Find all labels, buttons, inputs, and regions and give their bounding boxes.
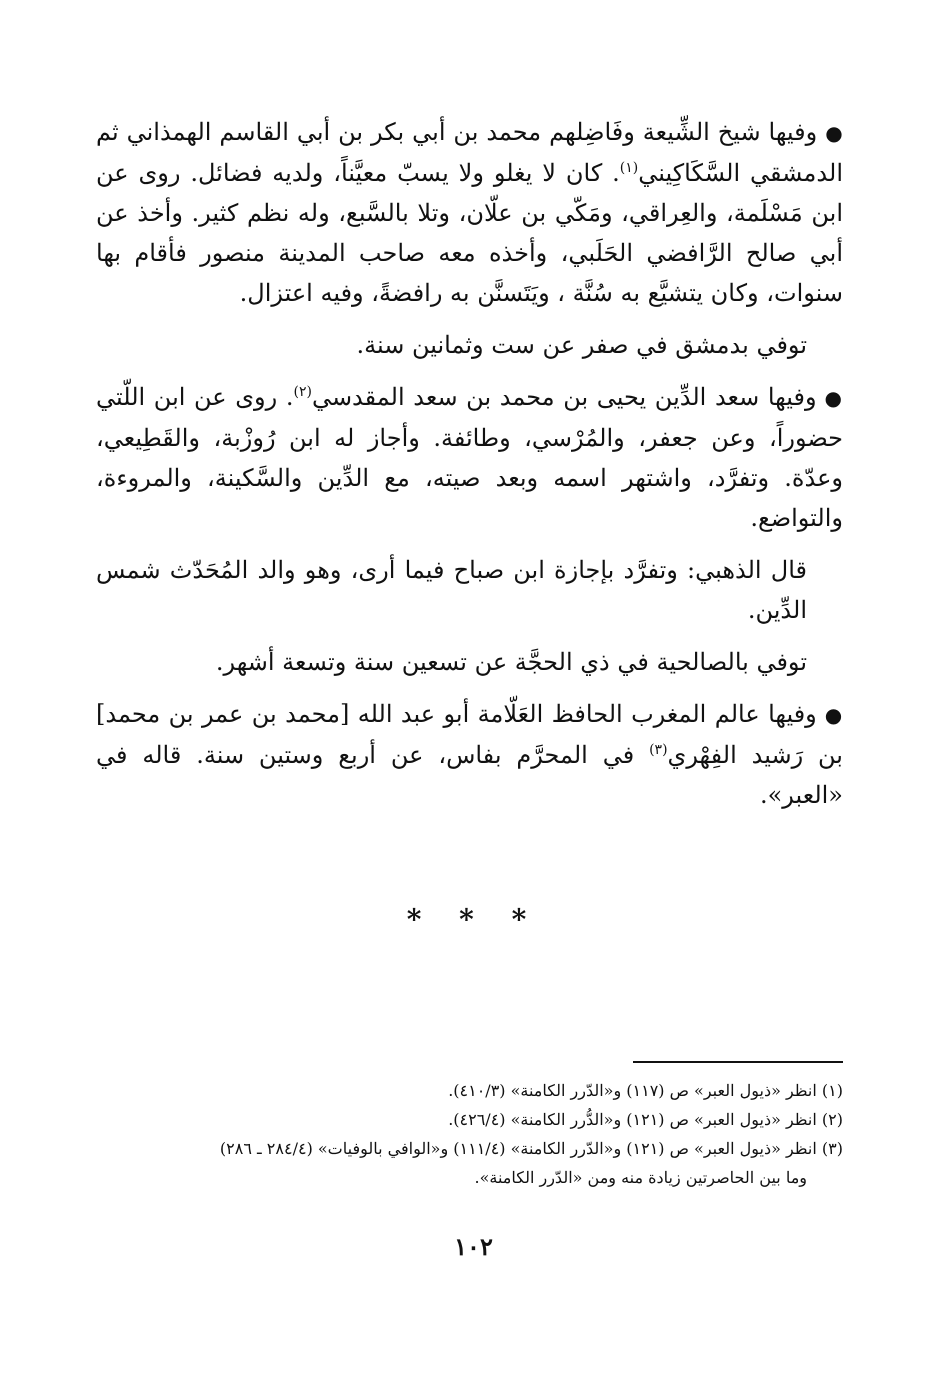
footnote-2: (٢) انظر «ذيول العبر» ص (١٢١) و«الدُّرر الكامنة» (٤٢٦/٤). [448,1110,843,1129]
entry-text: وفيها سعد الدِّين يحيى بن محمد بن سعد المقدسي [311,383,817,411]
death-note: توفي بالصالحية في ذي الحجَّة عن تسعين سنة وتسعة أشهر. [215,648,807,676]
bullet-icon: ● [825,121,844,145]
page-number: ١٠٢ [454,1232,493,1261]
death-note: توفي بدمشق في صفر عن ست وثمانين سنة. [356,331,807,359]
entry-saad-al-din [96,377,843,538]
entry-text: . كان لا يغلو ولا يسبّ معيَّناً، ولديه فضائل. روى عن ابن مَسْلَمة، والعِراقي، ومَكّي بن علّان، وتلا بالسَّبع، وله نظم كثير. وأخذ عن أبي صالح الرَّافضي الحَلَبي، وأخذه معه صاحب المدينة منصور فأقام بها سنوات، وكان يتشيَّع به سُنَّة ، ويَتَسنَّن به رافضةً، وفيه اعتزال. [96,159,843,307]
section-separator: * * * [406,903,541,936]
footnotes [96,1076,843,1192]
entry-text: . روى عن ابن اللّتي حضوراً، وعن جعفر، والمُرْسي، وطائفة. وأجاز له ابن رُوزْبة، والقَطِيعي، وعدّة. وتفرَّد، واشتهر اسمه وبعد صيته، مع الدِّين والسَّكينة، والمروءة، والتواضع. [96,383,843,532]
footnote-3: (٣) انظر «ذيول العبر» ص (١٢١) و«الدّرر الكامنة» (١١١/٤) و«الوافي بالوفيات» (٢٨٤/٤ ـ ٢٨٦) [219,1139,843,1158]
footnote-ref[interactable]: (١) [619,160,639,176]
entry-ibn-rushayd [96,694,843,815]
footnote-ref[interactable]: (٢) [293,384,312,400]
entry-text: وفيها شيخ الشِّيعة وفَاضِلهم محمد بن أبي بكر بن أبي القاسم الهمذاني ثم الدمشقي السَّكَاكِيني [96,118,843,187]
bullet-icon: ● [824,703,843,727]
bullet-icon: ● [824,386,843,410]
footnote-divider [633,1061,843,1063]
footnote-3-continuation: وما بين الحاصرتين زيادة منه ومن «الدّرر الكامنة». [474,1168,807,1187]
main-text [96,112,843,827]
dhahabi-quote: قال الذهبي: وتفرَّد بإجازة ابن صباح فيما أرى، وهو والد المُحَدّث شمس الدِّين. [96,556,807,624]
footnote-ref[interactable]: (٣) [649,742,668,758]
footnote-1: (١) انظر «ذيول العبر» ص (١١٧) و«الدّرر الكامنة» (٤١٠/٣). [448,1081,843,1100]
entry-text: في المحرَّم بفاس، عن أربع وستين سنة. قاله في «العبر». [96,741,843,809]
entry-sakakini [96,112,843,313]
entry-text: وفيها عالم المغرب الحافظ العَلّامة أبو عبد الله [محمد بن عمر بن محمد] بن رَشيد الفِهْري [96,700,843,769]
